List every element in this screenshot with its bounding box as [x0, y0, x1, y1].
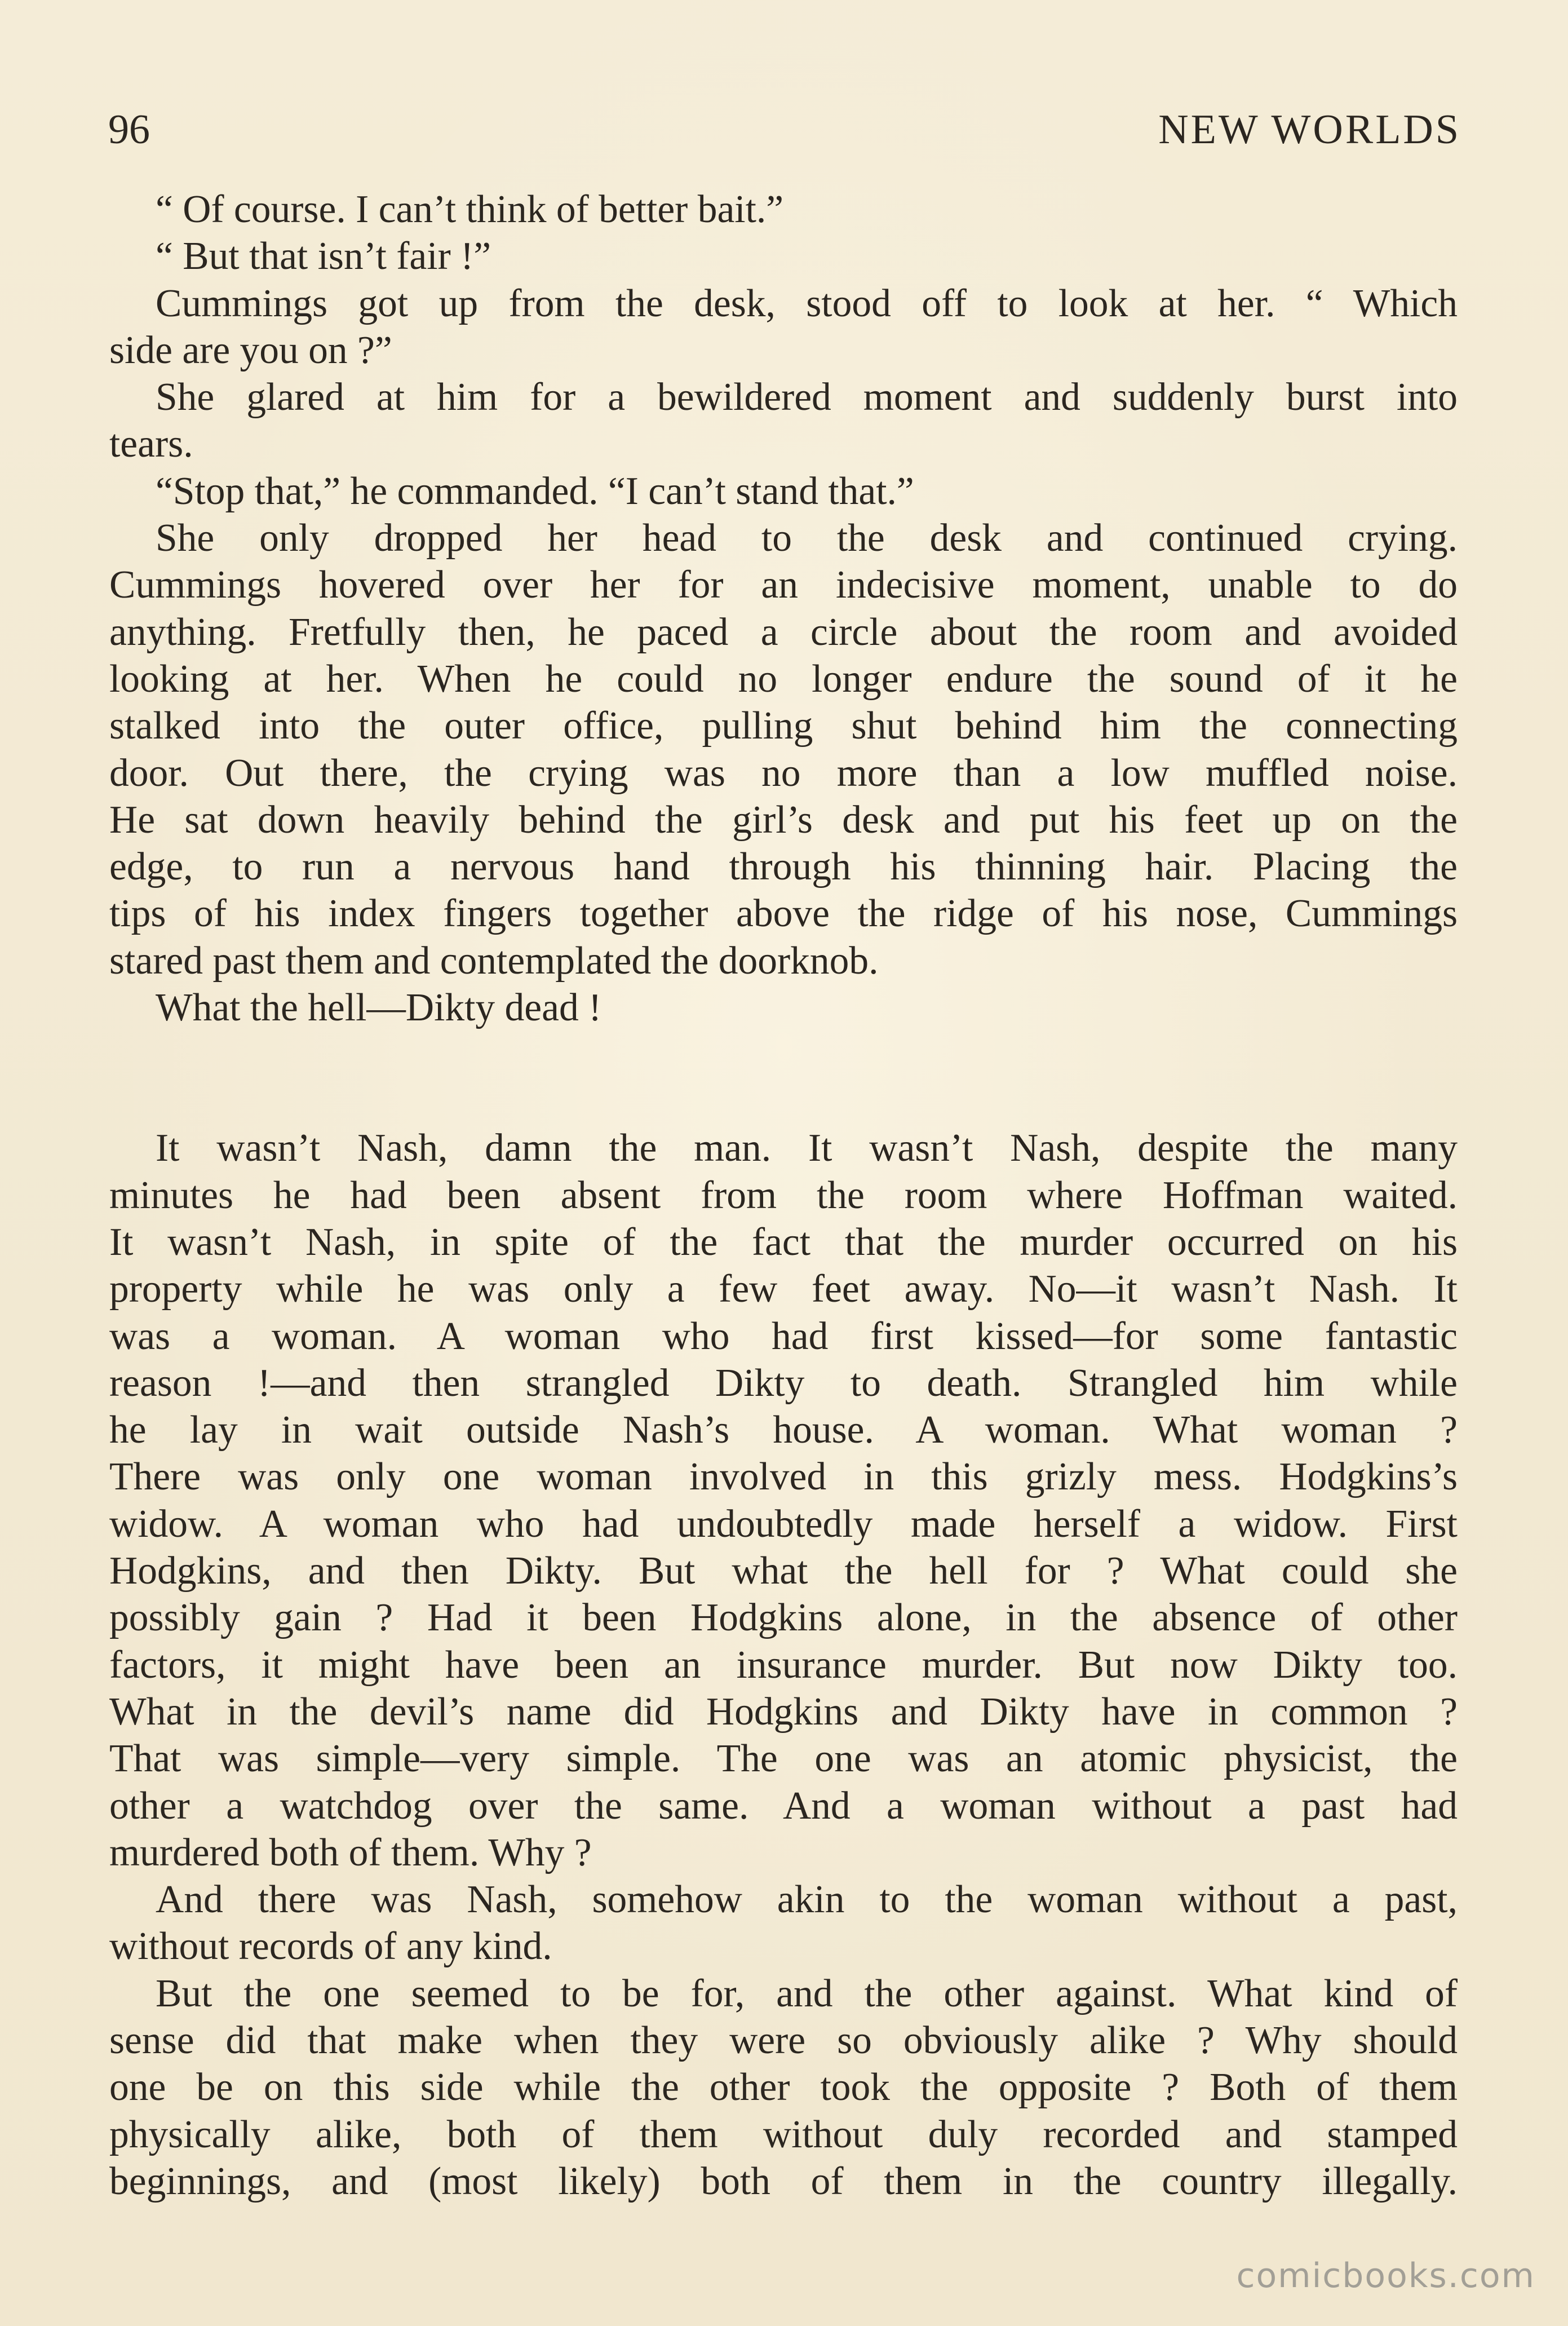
text-line: murdered both of them. Why ? — [109, 1830, 592, 1874]
paragraph — [109, 280, 1458, 374]
paragraph — [109, 1125, 1458, 1876]
text-line: There was only one woman involved in this grizly mess. Hodgkins’s — [109, 1455, 1458, 1499]
text-line: other a watchdog over the same. And a woman without a past had — [109, 1784, 1458, 1828]
text-line: beginnings, and (most likely) both of them in the country illegally. — [109, 2159, 1458, 2203]
text-line: It wasn’t Nash, in spite of the fact that the murder occurred on his — [109, 1220, 1458, 1264]
text-line: Hodgkins, and then Dikty. But what the hell for ? What could she — [109, 1549, 1458, 1593]
text-line: What in the devil’s name did Hodgkins and Dikty have in common ? — [109, 1690, 1458, 1734]
text-line: without records of any kind. — [109, 1925, 552, 1969]
paragraph — [109, 233, 1458, 280]
text-line: But the one seemed to be for, and the other against. What kind of — [156, 1971, 1458, 2015]
text-line: tips of his index fingers together above the ridge of his nose, Cummings — [109, 892, 1458, 936]
paragraph — [109, 984, 1458, 1031]
text-line: possibly gain ? Had it been Hodgkins alone, in the absence of other — [109, 1596, 1458, 1640]
section-one — [109, 186, 1458, 1031]
text-line: door. Out there, the crying was no more than a low muffled noise. — [109, 751, 1458, 795]
text-line: Cummings hovered over her for an indecisive moment, unable to do — [109, 563, 1458, 607]
text-line: tears. — [109, 422, 193, 466]
text-line: minutes he had been absent from the room where Hoffman waited. — [109, 1173, 1458, 1217]
paragraph — [109, 186, 1458, 233]
text-line: Cummings got up from the desk, stood off to look at her. “ Which — [156, 281, 1458, 325]
paragraph — [109, 1970, 1458, 2205]
text-line: And there was Nash, somehow akin to the woman without a past, — [156, 1878, 1458, 1922]
paragraph — [109, 1876, 1458, 1970]
text-line: factors, it might have been an insurance murder. But now Dikty too. — [109, 1643, 1458, 1687]
text-line: one be on this side while the other took the opposite ? Both of them — [109, 2066, 1458, 2110]
text-line: “Stop that,” he commanded. “I can’t stand that.” — [156, 469, 914, 513]
text-line: She glared at him for a bewildered moment and suddenly burst into — [156, 375, 1458, 419]
text-line: “ Of course. I can’t think of better bait.” — [156, 188, 784, 231]
section-two — [109, 1125, 1458, 2205]
paragraph — [109, 515, 1458, 984]
running-head: NEW WORLDS — [1158, 107, 1461, 153]
paragraph — [109, 374, 1458, 468]
text-line: was a woman. A woman who had first kissed—for some fantastic — [109, 1314, 1458, 1358]
text-line: property while he was only a few feet away. No—it wasn’t Nash. It — [109, 1267, 1458, 1311]
text-line: “ But that isn’t fair !” — [156, 235, 491, 278]
page-number: 96 — [108, 107, 150, 153]
watermark: comicbooks.com — [1236, 2256, 1535, 2296]
text-line: She only dropped her head to the desk and continued crying. — [156, 516, 1458, 560]
text-line: That was simple—very simple. The one was an atomic physicist, the — [109, 1737, 1458, 1781]
text-line: looking at her. When he could no longer endure the sound of it he — [109, 657, 1458, 701]
text-line: he lay in wait outside Nash’s house. A woman. What woman ? — [109, 1408, 1458, 1452]
text-line: sense did that make when they were so obviously alike ? Why should — [109, 2018, 1458, 2062]
text-line: widow. A woman who had undoubtedly made herself a widow. First — [109, 1502, 1458, 1546]
section-break — [109, 1031, 1458, 1125]
text-line: stalked into the outer office, pulling shut behind him the connecting — [109, 704, 1458, 748]
text-line: It wasn’t Nash, damn the man. It wasn’t Nash, despite the many — [156, 1126, 1458, 1170]
body-text — [109, 186, 1458, 2205]
text-line: side are you on ?” — [109, 328, 392, 372]
text-line: physically alike, both of them without duly recorded and stamped — [109, 2112, 1458, 2156]
text-line: edge, to run a nervous hand through his thinning hair. Placing the — [109, 845, 1458, 889]
text-line: He sat down heavily behind the girl’s desk and put his feet up on the — [109, 798, 1458, 842]
text-line: What the hell—Dikty dead ! — [156, 986, 602, 1030]
text-line: reason !—and then strangled Dikty to death. Strangled him while — [109, 1361, 1458, 1405]
page-header — [108, 96, 1461, 163]
text-line: stared past them and contemplated the doorknob. — [109, 939, 879, 983]
paragraph — [109, 468, 1458, 515]
text-line: anything. Fretfully then, he paced a circle about the room and avoided — [109, 610, 1458, 654]
